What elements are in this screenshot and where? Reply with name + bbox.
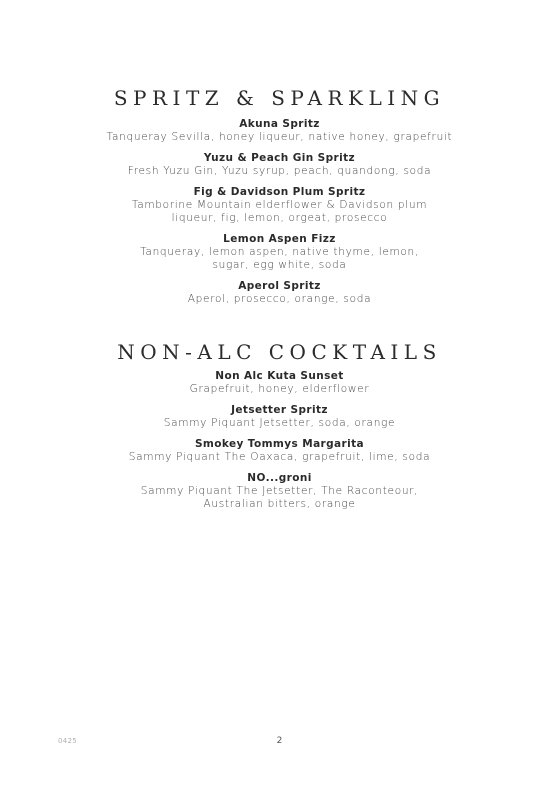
item-name: Yuzu & Peach Gin Spritz <box>203 152 356 164</box>
item-description: Sammy Piquant Jetsetter, soda, orange <box>163 417 396 429</box>
menu-item <box>0 280 559 306</box>
item-description: Tamborine Mountain elderflower & Davidson plum liqueur, fig, lemon, orgeat, prosecco <box>131 199 428 224</box>
item-description: Sammy Piquant The Jetsetter, The Raconteour, Australian bitters, orange <box>140 485 419 510</box>
menu-item <box>0 233 559 272</box>
menu-item <box>0 152 559 178</box>
item-description: Grapefruit, honey, elderflower <box>189 383 370 395</box>
item-description: Tanqueray Sevilla, honey liqueur, native honey, grapefruit <box>106 131 453 143</box>
section-heading: SPRITZ & SPARKLING <box>113 86 446 110</box>
menu-item <box>0 404 559 430</box>
section-non-alc-cocktails <box>0 340 559 511</box>
item-name: Aperol Spritz <box>238 280 321 292</box>
item-description: Tanqueray, lemon aspen, native thyme, lemon, sugar, egg white, soda <box>140 246 419 271</box>
footer-code: 0425 <box>58 737 78 745</box>
item-name: Fig & Davidson Plum Spritz <box>193 186 366 198</box>
item-name: Non Alc Kuta Sunset <box>215 370 344 382</box>
item-name: Jetsetter Spritz <box>231 404 328 416</box>
menu-item <box>0 472 559 511</box>
section-heading: NON-ALC COCKTAILS <box>117 340 442 364</box>
item-name: Smokey Tommys Margarita <box>194 438 365 450</box>
item-description: Sammy Piquant The Oaxaca, grapefruit, lime, soda <box>128 451 431 463</box>
menu-item <box>0 370 559 396</box>
item-name: Lemon Aspen Fizz <box>223 233 336 245</box>
item-description: Fresh Yuzu Gin, Yuzu syrup, peach, quandong, soda <box>127 165 432 177</box>
page-number: 2 <box>276 736 283 746</box>
item-name: NO...groni <box>247 472 312 484</box>
item-name: Akuna Spritz <box>239 118 320 130</box>
item-description: Aperol, prosecco, orange, soda <box>187 293 372 305</box>
menu-item <box>0 186 559 225</box>
menu-item <box>0 438 559 464</box>
menu-item <box>0 118 559 144</box>
section-spritz-sparkling <box>0 86 559 306</box>
